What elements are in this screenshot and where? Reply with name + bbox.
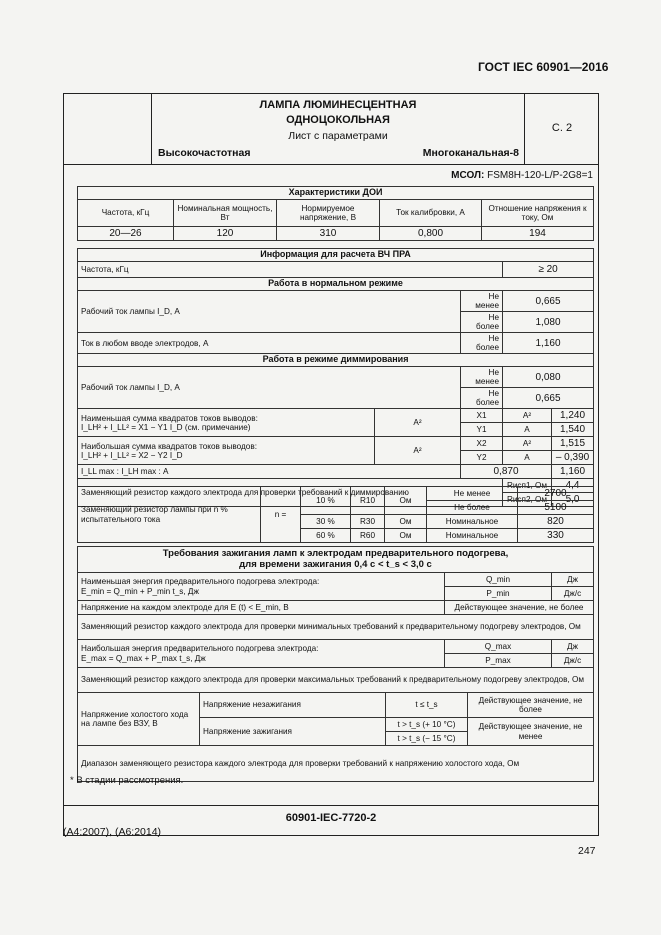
dim-res-label: Заменяющий резистор каждого электрода для проверки требований к диммированию bbox=[78, 479, 503, 507]
hf-table bbox=[77, 248, 594, 507]
amendments: (A4:2007), (A6:2014) bbox=[63, 826, 162, 838]
qmax-unit: Дж bbox=[552, 640, 594, 654]
normal-max-label: Не более bbox=[461, 312, 503, 333]
y2-label: Y2 bbox=[461, 451, 503, 465]
ratio-v1: 0,870 bbox=[461, 465, 552, 479]
dim-title: Работа в режиме диммирования bbox=[78, 354, 594, 367]
doi-value: 20—26 bbox=[78, 227, 174, 241]
dim-current-label: Рабочий ток лампы I_D, А bbox=[78, 367, 461, 409]
hf-title: Информация для расчета ВЧ ПРА bbox=[78, 249, 594, 262]
nom60-value: 330 bbox=[518, 529, 594, 543]
ignition-table bbox=[77, 546, 594, 782]
qmin: Q_min bbox=[445, 573, 552, 587]
emax-line2: E_max = Q_max + P_max t_s, Дж bbox=[81, 653, 206, 663]
lamp-res-table bbox=[77, 486, 594, 543]
doi-value: 194 bbox=[482, 227, 594, 241]
doi-value: 310 bbox=[277, 227, 380, 241]
sheet-page: С. 2 bbox=[551, 122, 573, 134]
ign-title bbox=[78, 547, 594, 573]
dim-sum-max-line2: I_LH² + I_LL² = X2 − Y2 I_D bbox=[81, 450, 183, 460]
nom30-value: 820 bbox=[518, 515, 594, 529]
ratio-v2: 1,160 bbox=[552, 465, 594, 479]
emax-label bbox=[78, 640, 445, 668]
y1-value: 1,540 bbox=[552, 423, 594, 437]
noign-label: Напряжение незажигания bbox=[200, 693, 386, 718]
title-left-sub: Высокочастотная bbox=[158, 147, 251, 159]
page-number: 247 bbox=[578, 845, 596, 857]
r10: R10 bbox=[351, 487, 385, 515]
range-label: Диапазон заменяющего резистора каждого электрода для проверки требований к напряжению холостого хода, Ом bbox=[78, 746, 594, 782]
ohm-30: Ом bbox=[385, 515, 427, 529]
y1-unit: А bbox=[503, 423, 552, 437]
p30: 30 % bbox=[301, 515, 351, 529]
doi-header: Нормируемое напряжение, В bbox=[277, 200, 380, 227]
mcol-code bbox=[300, 170, 593, 181]
qmin-unit: Дж bbox=[552, 573, 594, 587]
ratio-label: I_LL max : I_LH max : А bbox=[78, 465, 461, 479]
x2-label: X2 bbox=[461, 437, 503, 451]
ohm-60: Ом bbox=[385, 529, 427, 543]
res-max-label: Заменяющий резистор каждого электрода для проверки максимальных требований к предварительному подогреву электродов, Ом bbox=[78, 668, 594, 693]
dim-min-value: 0,080 bbox=[503, 367, 594, 388]
doi-header: Отношение напряжения к току, Ом bbox=[482, 200, 594, 227]
ign-title-1: Требования зажигания ламп к электродам предварительного подогрева, bbox=[162, 548, 509, 560]
dim-sum-min-unit: А² bbox=[375, 409, 461, 437]
noign-cond: t ≤ t_s bbox=[386, 693, 468, 718]
rexp1-label: Rисп1, Ом bbox=[503, 479, 552, 493]
normal-max-value: 1,080 bbox=[503, 312, 594, 333]
ign-cond-1: t > t_s (+ 10 °C) bbox=[386, 718, 468, 732]
pmax: P_max bbox=[445, 654, 552, 668]
title-line-2: ОДНОЦОКОЛЬНАЯ bbox=[286, 114, 390, 126]
mcol-label: МСОЛ: bbox=[451, 170, 485, 181]
title-block bbox=[63, 93, 599, 165]
title-right-sub: Многоканальная-8 bbox=[422, 147, 519, 159]
x2-value: 1,515 bbox=[552, 437, 594, 451]
doi-value: 0,800 bbox=[380, 227, 482, 241]
dim-sum-max-unit: А² bbox=[375, 437, 461, 465]
dim-max-value: 0,665 bbox=[503, 388, 594, 409]
pmax-unit: Дж/с bbox=[552, 654, 594, 668]
normal-lead-value: 1,160 bbox=[503, 333, 594, 354]
doc-code: 60901-IEC-7720-2 bbox=[285, 812, 377, 824]
normal-title: Работа в нормальном режиме bbox=[78, 278, 594, 291]
nb-label: Не более bbox=[427, 501, 518, 515]
ign-title-2: для времени зажигания 0,4 с < t_s < 3,0 с bbox=[239, 558, 432, 570]
title-line-1: ЛАМПА ЛЮМИНЕСЦЕНТНАЯ bbox=[259, 99, 417, 111]
doi-header: Частота, кГц bbox=[78, 200, 174, 227]
x1-unit: А² bbox=[503, 409, 552, 423]
p60: 60 % bbox=[301, 529, 351, 543]
rexp2-label: Rисп2, Ом bbox=[503, 493, 552, 507]
y1-label: Y1 bbox=[461, 423, 503, 437]
hf-freq-value: ≥ 20 bbox=[503, 262, 594, 278]
nm-label: Не менее bbox=[427, 487, 518, 501]
n-eq: n = bbox=[261, 487, 301, 543]
nm-value: 2700 bbox=[518, 487, 594, 501]
ign-label: Напряжение зажигания bbox=[200, 718, 386, 746]
rexp2-value: 5,0 bbox=[552, 493, 594, 507]
title-line-3: Лист с параметрами bbox=[288, 130, 388, 142]
emin-line1: Наименьшая энергия предварительного подогрева электрода: bbox=[81, 577, 320, 587]
doi-header: Номинальная мощность, Вт bbox=[174, 200, 277, 227]
normal-current-label: Рабочий ток лампы I_D, А bbox=[78, 291, 461, 333]
volt-label: Напряжение на каждом электроде для E (t) < E_min, В bbox=[78, 601, 445, 615]
lamp-res-label: Заменяющий резистор лампы при n % испытательного тока bbox=[78, 487, 261, 543]
ohm-10: Ом bbox=[385, 487, 427, 515]
ign-cond-2: t > t_s (− 15 °C) bbox=[386, 732, 468, 746]
dim-sum-min bbox=[78, 409, 375, 437]
nom30-label: Номинальное bbox=[427, 515, 518, 529]
hf-freq-label: Частота, кГц bbox=[78, 262, 503, 278]
rexp1-value: 4,4 bbox=[552, 479, 594, 493]
dim-min-label: Не менее bbox=[461, 367, 503, 388]
y2-unit: А bbox=[503, 451, 552, 465]
emin-line2: E_min = Q_min + P_min t_s, Дж bbox=[81, 586, 199, 596]
r60: R60 bbox=[351, 529, 385, 543]
emin-label bbox=[78, 573, 445, 601]
pmin: P_min bbox=[445, 587, 552, 601]
qmax: Q_max bbox=[445, 640, 552, 654]
normal-min-label: Не менее bbox=[461, 291, 503, 312]
bottom-rule bbox=[63, 805, 599, 806]
ocv-label: Напряжение холостого хода на лампе без ВЗУ, В bbox=[78, 693, 200, 746]
dim-sum-max bbox=[78, 437, 375, 465]
doi-value: 120 bbox=[174, 227, 277, 241]
x2-unit: А² bbox=[503, 437, 552, 451]
normal-lead-label: Ток в любом вводе электродов, А bbox=[78, 333, 461, 354]
emax-line1: Наибольшая энергия предварительного подогрева электрода: bbox=[81, 644, 319, 654]
dim-max-label: Не более bbox=[461, 388, 503, 409]
x1-value: 1,240 bbox=[552, 409, 594, 423]
doi-title: Характеристики ДОИ bbox=[78, 187, 594, 200]
noign-desc: Действующее значение, не более bbox=[468, 693, 594, 718]
footnote: * В стадии рассмотрения. bbox=[70, 775, 184, 786]
normal-min-value: 0,665 bbox=[503, 291, 594, 312]
doi-header: Ток калибровки, А bbox=[380, 200, 482, 227]
nb-value: 5100 bbox=[518, 501, 594, 515]
volt-cond: Действующее значение, не более bbox=[445, 601, 594, 615]
dim-sum-max-line1: Наибольшая сумма квадратов токов выводов: bbox=[81, 441, 257, 451]
nom60-label: Номинальное bbox=[427, 529, 518, 543]
pmin-unit: Дж/с bbox=[552, 587, 594, 601]
mcol-value: FSM8H-120-L/P-2G8=1 bbox=[487, 170, 593, 181]
res-min-label: Заменяющий резистор каждого электрода для проверки минимальных требований к предварительному подогреву электродов, Ом bbox=[78, 615, 594, 640]
x1-label: X1 bbox=[461, 409, 503, 423]
y2-value: – 0,390 bbox=[552, 451, 594, 465]
dim-sum-min-line1: Наименьшая сумма квадратов токов выводов: bbox=[81, 413, 258, 423]
r30: R30 bbox=[351, 515, 385, 529]
standard-header: ГОСТ IEC 60901—2016 bbox=[478, 60, 609, 74]
normal-lead-cond: Не более bbox=[461, 333, 503, 354]
doi-table bbox=[77, 186, 594, 241]
ign-desc: Действующее значение, не менее bbox=[468, 718, 594, 746]
p10: 10 % bbox=[301, 487, 351, 515]
dim-sum-min-line2: I_LH² + I_LL² = X1 − Y1 I_D (см. примечание) bbox=[81, 422, 251, 432]
